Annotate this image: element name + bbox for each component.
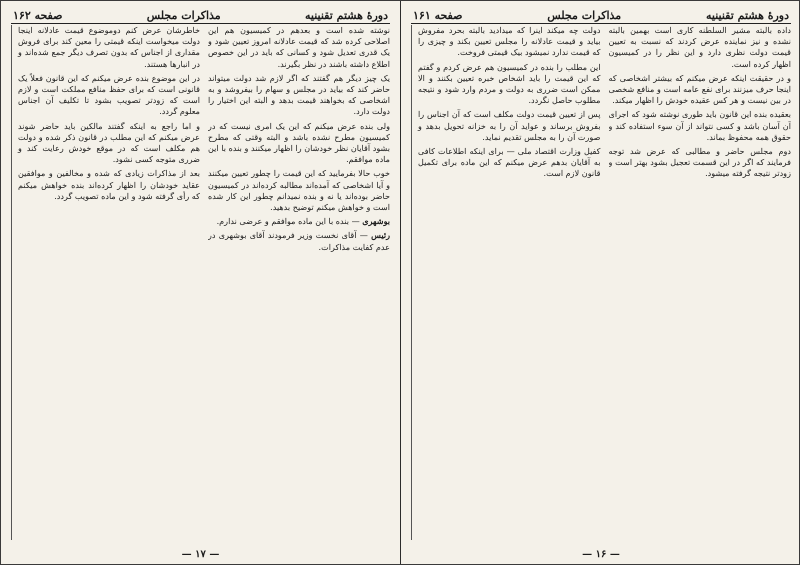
left-header-title: مذاکرات مجلس (146, 8, 221, 22)
paragraph: بعد از مذاکرات زیادی که شده و مخالفین و موافقین عقاید خودشان را اظهار کرده‌اند بنده خواهش میکنم که رأی گرفته شود و این ماده تصویب گردد. (18, 168, 200, 201)
speaker-name: بوشهری (362, 216, 390, 227)
paragraph: یک چیز دیگر هم گفتند که اگر لازم شد دولت میتواند حاضر کند که بیاید در مجلس و سهام را بیفروشد و به اشخاصی که بخواهند قیمت بدهد و البته این اختیار را دولت دارد. (208, 72, 390, 117)
right-page-header (411, 7, 791, 24)
speaker-text: بنده با این ماده موافقم و عرضی ندارم. (216, 216, 349, 227)
left-page-footer (1, 549, 400, 560)
paragraph: بعقیده بنده این قانون باید طوری نوشته شود که اجرای آن آسان باشد و کسی نتواند از آن سوء استفاده کند و حقوق همه محفوظ بماند. (608, 109, 791, 142)
speaker-paragraph: بوشهری — بنده با این ماده موافقم و عرضی ندارم. (216, 216, 390, 227)
right-page-footer (401, 549, 800, 560)
left-page-columns (11, 25, 390, 540)
right-page-folio: — ۱۶ — (582, 549, 620, 560)
left-page-header (11, 7, 390, 24)
right-page-column-right (609, 25, 792, 540)
paragraph: در این موضوع بنده عرض میکنم که این قانون فعلاً یک قانونی است که برای حفظ منافع مملکت است و لازم است که زودتر تصویب بشود تا تکلیف آن اجناس معلوم گردد. (18, 72, 200, 117)
paragraph: خوب حالا بفرمایید که این قیمت را چطور تعیین میکنند و آیا اشخاصی که آمده‌اند مطالبه کرده‌اند در کمیسیون حاضر بوده‌اند یا نه و بنده نمیدانم چطور این کار شده است و خواهش میکنم توضیح بدهید. (208, 168, 390, 213)
speaker-text: آقای نخست وزیر فرمودند آقای بوشهری در عدم کفایت مذاکرات. (208, 230, 390, 252)
paragraph: داده بالبته مشیر السلطنه کاری است بهمین بالبته نشده و نیز نماینده عرض کردند که نسبت به تعیین قیمت دولت نظری دارد و این نظر را در کمیسیون اظهار کرده است. (608, 25, 791, 69)
left-header-journal: دورهٔ هشتم تقنینیه (305, 8, 388, 22)
paragraph: پس از تعیین قیمت دولت مکلف است که آن اجناس را بفروش برساند و عواید آن را به خزانه تحویل بدهد و صورت آن را به مجلس تقدیم نماید. (418, 109, 601, 142)
right-page-columns (411, 25, 791, 540)
right-header-title: مذاکرات مجلس (547, 8, 622, 22)
speaker-paragraph: رئیس — آقای نخست وزیر فرمودند آقای بوشهری در عدم کفایت مذاکرات. (208, 230, 390, 252)
left-page (1, 1, 401, 564)
right-page (401, 1, 800, 564)
paragraph: و در حقیقت اینکه عرض میکنم که بیشتر اشخاصی که اینجا حرف میزنند برای نفع عامه است و منافع شخصی در بین نیست و هر کس عقیده خودش را اظهار میکند. (608, 72, 791, 106)
left-header-page-number: صفحه ۱۶۲ (13, 8, 63, 22)
paragraph: دولت چه میکند اینرا که میدادید بالبته بحرد مفروش بیاید و قیمت عادلانه را مجلس تعیین بکند و چیزی را که قیمت ندارد نمیشود بیک قیمتی فروخت. (418, 25, 601, 58)
paragraph: ولی بنده عرض میکنم که این یک امری نیست که در کمیسیون مطرح نشده باشد و البته وقتی که مطرح بشود آقایان نظر خودشان را اظهار میکنند و بنده با این ماده موافقم. (208, 120, 390, 165)
right-header-journal: دورهٔ هشتم تقنینیه (706, 8, 789, 22)
paragraph: و اما راجع به اینکه گفتند مالکین باید حاضر شوند عرض میکنم که این مطلب در قانون ذکر شده و دولت هم مکلف است که در موقع خودش رعایت کند و ضرری متوجه کسی نشود. (18, 120, 200, 165)
left-page-column-left (11, 25, 200, 540)
paragraph: خاطرشان عرض کنم دوموضوع قیمت عادلانه اینجا دولت میخواست اینکه قیمتی را معین کند برای فروش مقداری از اجناس که بدون تصرف دیگر جمع شده‌اند و در انبارها هستند. (18, 25, 200, 69)
right-header-page-number: صفحه ۱۶۱ (413, 8, 463, 22)
paragraph: نوشته شده است و بعدهم در کمیسیون هم این اصلاحی کرده شد که قیمت عادلانه امروز تعیین شود و یک قدری تعدیل شود و کسانی که باید در این خصوص اطلاع داشته باشند در نظر بگیرند. (208, 25, 390, 69)
right-page-column-left (411, 25, 601, 540)
paragraph: کفیل وزارت اقتصاد ملی — برای اینکه اطلاعات کافی به آقایان بدهم عرض میکنم که این ماده برای تکمیل قانون لازم است. (418, 146, 601, 179)
left-page-folio: — ۱۷ — (181, 549, 220, 560)
speaker-name: رئیس (371, 230, 390, 241)
left-page-column-right (208, 25, 390, 540)
paragraph: دوم مجلس حاضر و مطالبی که عرض شد توجه فرمایند که اگر در این قسمت تعجیل بشود بهتر است و زودتر نتیجه گرفته میشود. (608, 146, 791, 179)
paragraph: این مطلب را بنده در کمیسیون هم عرض کردم و گفتم که این قیمت را باید اشخاص خبره تعیین بکنند و الا ممکن است ضرری به دولت و مردم وارد شود و نتیجه مطلوب حاصل نگردد. (418, 61, 601, 106)
